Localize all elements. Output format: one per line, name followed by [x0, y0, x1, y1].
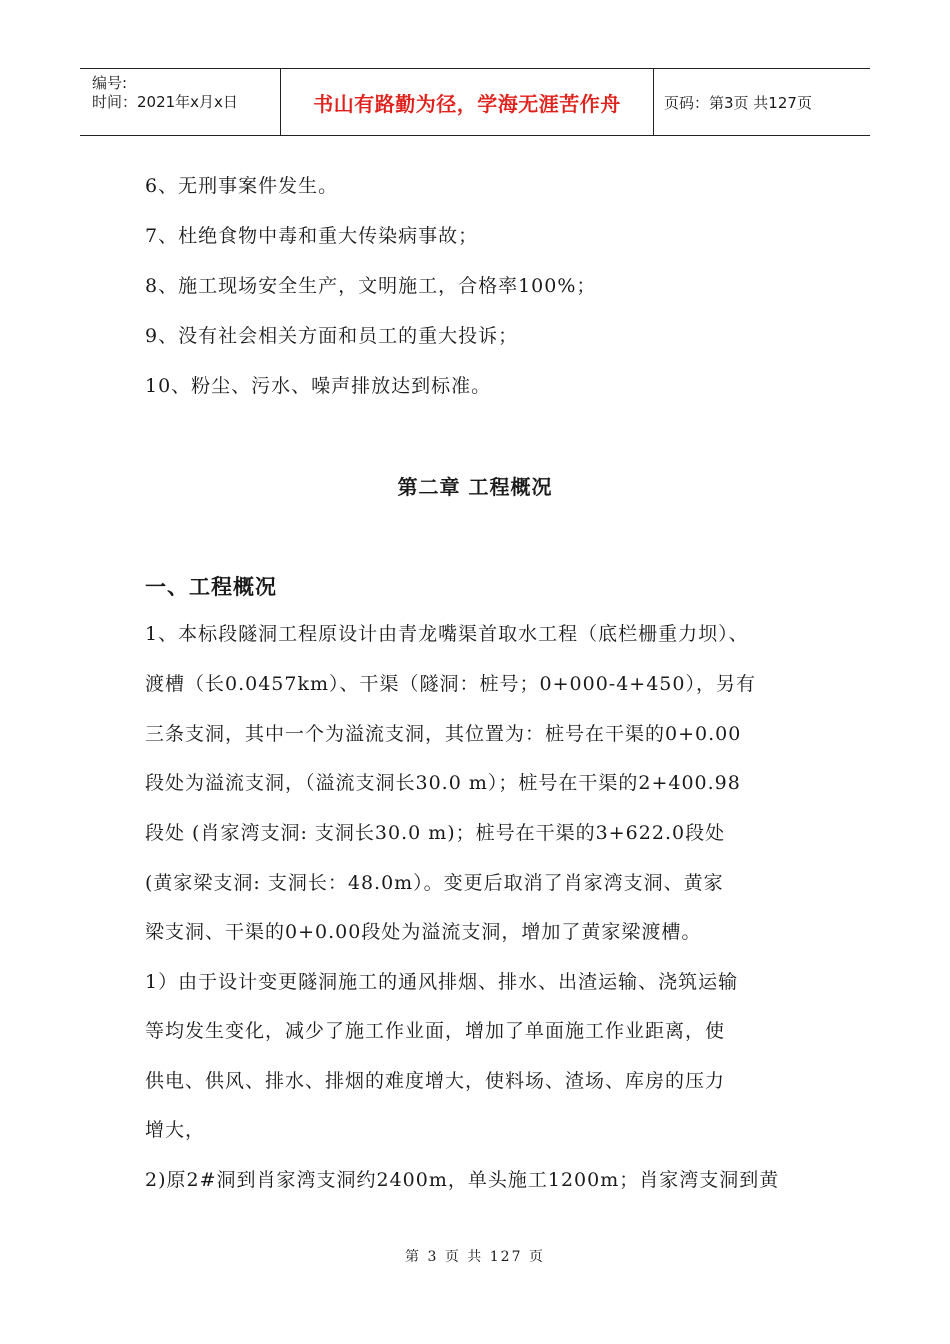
- paragraph-line: 1）由于设计变更隧洞施工的通风排烟、排水、出渣运输、浇筑运输: [145, 971, 739, 993]
- paragraph-line: (黄家梁支洞: 支洞长：48.0m）。变更后取消了肖家湾支洞、黄家: [145, 872, 724, 894]
- list-item: 6、无刑事案件发生。: [145, 175, 339, 197]
- paragraph-line: 梁支洞、干渠的0+0.00段处为溢流支洞，增加了黄家梁渡槽。: [145, 921, 702, 943]
- paragraph-line: 段处 (肖家湾支洞: 支洞长30.0 m)；桩号在干渠的3+622.0段处: [145, 822, 726, 844]
- header-motto: 书山有路勤为径，学海无涯苦作舟: [281, 69, 654, 135]
- paragraph-line: 2)原2#洞到肖家湾支洞约2400m，单头施工1200m；肖家湾支洞到黄: [145, 1169, 780, 1191]
- paragraph-line: 三条支洞，其中一个为溢流支洞，其位置为：桩号在干渠的0+0.00: [145, 723, 742, 745]
- list-item: 9、没有社会相关方面和员工的重大投诉；: [145, 325, 519, 347]
- paragraph-line: 段处为溢流支洞，（溢流支洞长30.0 m）；桩号在干渠的2+400.98: [145, 772, 741, 794]
- number-label: 编号:: [92, 74, 128, 92]
- time-label: 时间：2021年x月x日: [92, 93, 238, 111]
- header-page-code: 页码：第3页 共127页: [664, 93, 812, 112]
- paragraph-line: 1、本标段隧洞工程原设计由青龙嘴渠首取水工程（底栏栅重力坝）、: [145, 623, 749, 645]
- paragraph-line: 增大，: [145, 1119, 206, 1141]
- paragraph-line: 渡槽（长0.0457km）、干渠（隧洞：桩号；0+000-4+450），另有: [145, 673, 756, 695]
- header-info-cell: [80, 69, 281, 135]
- list-item: 7、杜绝食物中毒和重大传染病事故；: [145, 225, 479, 247]
- list-item: 10、粉尘、污水、噪声排放达到标准。: [145, 375, 492, 397]
- paragraph-line: 供电、供风、排水、排烟的难度增大，使料场、渣场、库房的压力: [145, 1070, 726, 1092]
- header-table: [80, 68, 870, 136]
- section-title: 一、工程概况: [145, 575, 277, 599]
- page-footer: 第 3 页 共 127 页: [405, 1249, 545, 1265]
- paragraph-line: 等均发生变化，减少了施工作业面，增加了单面施工作业距离，使: [145, 1020, 726, 1042]
- list-item: 8、施工现场安全生产，文明施工，合格率100%；: [145, 275, 597, 297]
- chapter-title: 第二章 工程概况: [397, 475, 553, 499]
